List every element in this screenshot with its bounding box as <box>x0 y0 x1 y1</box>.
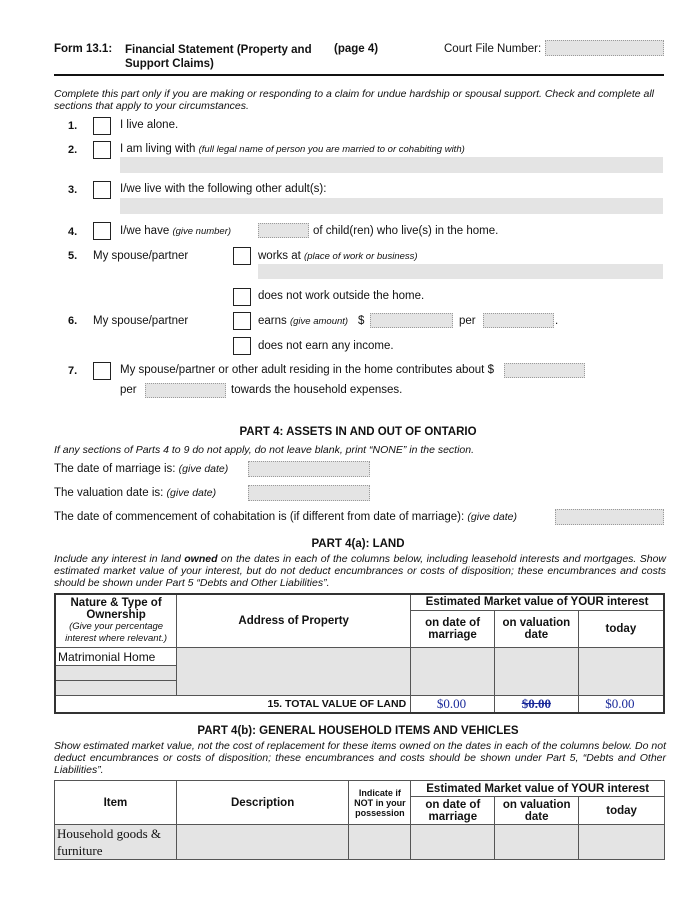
item-4-tail: of child(ren) who live(s) in the home. <box>313 225 499 237</box>
valuation-date-hint: (give date) <box>166 487 217 499</box>
land-address-cell[interactable] <box>177 648 411 696</box>
part4a-title: PART 4(a): LAND <box>311 538 405 550</box>
land-col-valuation: on valuation date <box>494 610 578 647</box>
form-title-line1: Financial Statement (Property and <box>125 44 312 56</box>
item-6-period-dot: . <box>555 315 559 327</box>
land-marriage-cell[interactable] <box>411 648 495 696</box>
part4-note: If any sections of Parts 4 to 9 do not apply, do not leave blank, print “NONE” in the section. <box>54 444 475 456</box>
item-6-earns-label: earns <box>258 315 287 327</box>
part4b-intro: Show estimated market value, not the cost of replacement for these items owned on the dates in each of the columns below. Do not deduct encumbrances or costs of disposition; these encumbrances and costs should be shown under Part 5, “Debts and Other Liabilities”. <box>54 740 666 776</box>
marriage-date-row <box>54 463 228 475</box>
household-table <box>54 780 665 860</box>
land-total-marriage: $0.00 <box>411 696 495 714</box>
item-6-dollar: $ <box>358 315 365 327</box>
part4-title: PART 4: ASSETS IN AND OUT OF ONTARIO <box>239 426 477 438</box>
item-2-label: I am living with <box>120 143 196 155</box>
item-6-earns-row <box>258 315 348 327</box>
part4a-intro-owned: owned <box>184 553 218 565</box>
item-5-works-row <box>258 250 418 262</box>
form-number: Form 13.1: <box>54 43 113 55</box>
item-5-works-hint: (place of work or business) <box>304 251 418 262</box>
item-6-label: My spouse/partner <box>93 315 189 327</box>
land-col-marriage: on date of marriage <box>411 610 495 647</box>
item-6-earns-checkbox[interactable] <box>233 312 251 330</box>
marriage-date-field[interactable] <box>248 461 370 477</box>
household-col-today: today <box>579 797 665 825</box>
valuation-date-field[interactable] <box>248 485 370 501</box>
item-6-number: 6. <box>68 315 78 327</box>
cohab-date-field[interactable] <box>555 509 664 525</box>
land-valuation-cell[interactable] <box>494 648 578 696</box>
item-7-per: per <box>120 384 137 396</box>
land-row-matrimonial-home[interactable]: Matrimonial Home <box>55 648 177 666</box>
item-2-label-row <box>120 143 465 155</box>
part4b-title: PART 4(b): GENERAL HOUSEHOLD ITEMS AND VEHICLES <box>197 725 519 737</box>
item-6-amount-field[interactable] <box>370 313 453 328</box>
land-total-valuation: $0.00 <box>494 696 578 714</box>
item-4-children-count-field[interactable] <box>258 223 309 238</box>
household-col-item: Item <box>55 781 177 825</box>
household-col-description: Description <box>176 781 349 825</box>
household-marriage-cell[interactable] <box>411 825 495 860</box>
household-col-valuation: on valuation date <box>495 797 579 825</box>
item-7-period-field[interactable] <box>145 383 226 398</box>
land-total-label: 15. TOTAL VALUE OF LAND <box>55 696 411 714</box>
household-today-cell[interactable] <box>579 825 665 860</box>
item-6-earns-hint: (give amount) <box>289 316 349 327</box>
item-5-number: 5. <box>68 250 78 262</box>
household-row-goods[interactable]: Household goods & furniture <box>55 825 177 860</box>
item-7-tail: towards the household expenses. <box>231 384 403 396</box>
item-5-works-label: works at <box>258 250 301 262</box>
valuation-date-label: The valuation date is: <box>54 487 164 499</box>
form-title <box>125 43 325 71</box>
form-title-line2: Support Claims) <box>125 58 214 70</box>
item-5-notwork-label: does not work outside the home. <box>258 290 425 302</box>
land-table <box>54 593 665 714</box>
item-3-label: I/we live with the following other adult(s): <box>120 183 327 195</box>
land-col-nature <box>55 594 177 648</box>
land-col-today: today <box>578 610 664 647</box>
land-col-estimated: Estimated Market value of YOUR interest <box>411 594 664 610</box>
land-nature-cell-2[interactable] <box>55 666 177 681</box>
item-3-checkbox[interactable] <box>93 181 111 199</box>
household-indicate-cell[interactable] <box>349 825 411 860</box>
item-1-label: I live alone. <box>120 119 179 131</box>
court-file-label: Court File Number: <box>444 43 542 55</box>
item-1-number: 1. <box>68 120 78 132</box>
item-4-label-row <box>120 225 231 237</box>
land-nature-cell-3[interactable] <box>55 681 177 696</box>
item-7-amount-field[interactable] <box>504 363 585 378</box>
part4a-intro-post: on the dates in each of the columns below, including leasehold interests and mortgages. Show estimated market value of your interest, but do not deduct encumbrances or costs of disposition; these encumbrances and costs should be shown under Part 5 “Debts and Other Liabilities”. <box>54 553 666 589</box>
land-col-address: Address of Property <box>177 594 411 648</box>
household-col-indicate: Indicate if NOT in your possession <box>349 781 411 825</box>
court-file-number-field[interactable] <box>545 40 664 56</box>
item-6-per: per <box>459 315 476 327</box>
item-2-number: 2. <box>68 144 78 156</box>
household-description-cell[interactable] <box>176 825 349 860</box>
marriage-date-hint: (give date) <box>178 463 229 475</box>
item-6-noincome-checkbox[interactable] <box>233 337 251 355</box>
page-number: (page 4) <box>334 43 379 55</box>
land-total-today: $0.00 <box>578 696 664 714</box>
land-today-cell[interactable] <box>578 648 664 696</box>
part4a-intro <box>54 553 666 589</box>
item-5-works-checkbox[interactable] <box>233 247 251 265</box>
item-4-hint: (give number) <box>172 226 232 237</box>
item-7-label: My spouse/partner or other adult residing in the home contributes about $ <box>120 364 494 376</box>
item-3-adults-field[interactable] <box>120 198 663 214</box>
household-col-marriage: on date of marriage <box>411 797 495 825</box>
item-4-checkbox[interactable] <box>93 222 111 240</box>
cohab-date-row <box>54 511 517 523</box>
land-col-nature-hint: (Give your percentage interest where relevant.) <box>65 621 168 644</box>
item-5-workplace-field[interactable] <box>258 264 663 279</box>
intro-text: Complete this part only if you are making or responding to a claim for undue hardship or spousal support. Check and complete all sections that apply to your circumstances. <box>54 88 654 112</box>
marriage-date-label: The date of marriage is: <box>54 463 176 475</box>
household-col-estimated: Estimated Market value of YOUR interest <box>411 781 665 797</box>
item-5-notwork-checkbox[interactable] <box>233 288 251 306</box>
cohab-date-label: The date of commencement of cohabitation is (if different from date of marriage): <box>54 511 465 523</box>
item-3-number: 3. <box>68 184 78 196</box>
part4a-intro-pre: Include any interest in land <box>54 553 185 565</box>
item-4-number: 4. <box>68 226 78 238</box>
land-col-nature-label: Nature & Type of Ownership <box>70 597 162 621</box>
item-1-checkbox[interactable] <box>93 117 111 135</box>
valuation-date-row <box>54 487 216 499</box>
item-5-label: My spouse/partner <box>93 250 189 262</box>
item-6-period-field[interactable] <box>483 313 554 328</box>
household-valuation-cell[interactable] <box>495 825 579 860</box>
item-2-name-field[interactable] <box>120 157 663 173</box>
header-rule <box>54 74 664 76</box>
cohab-date-hint: (give date) <box>467 511 517 523</box>
item-4-label: I/we have <box>120 225 170 237</box>
item-2-checkbox[interactable] <box>93 141 111 159</box>
item-7-number: 7. <box>68 365 78 377</box>
item-7-checkbox[interactable] <box>93 362 111 380</box>
item-2-hint: (full legal name of person you are married to or cohabiting with) <box>198 144 465 155</box>
item-6-noincome-label: does not earn any income. <box>258 340 394 352</box>
